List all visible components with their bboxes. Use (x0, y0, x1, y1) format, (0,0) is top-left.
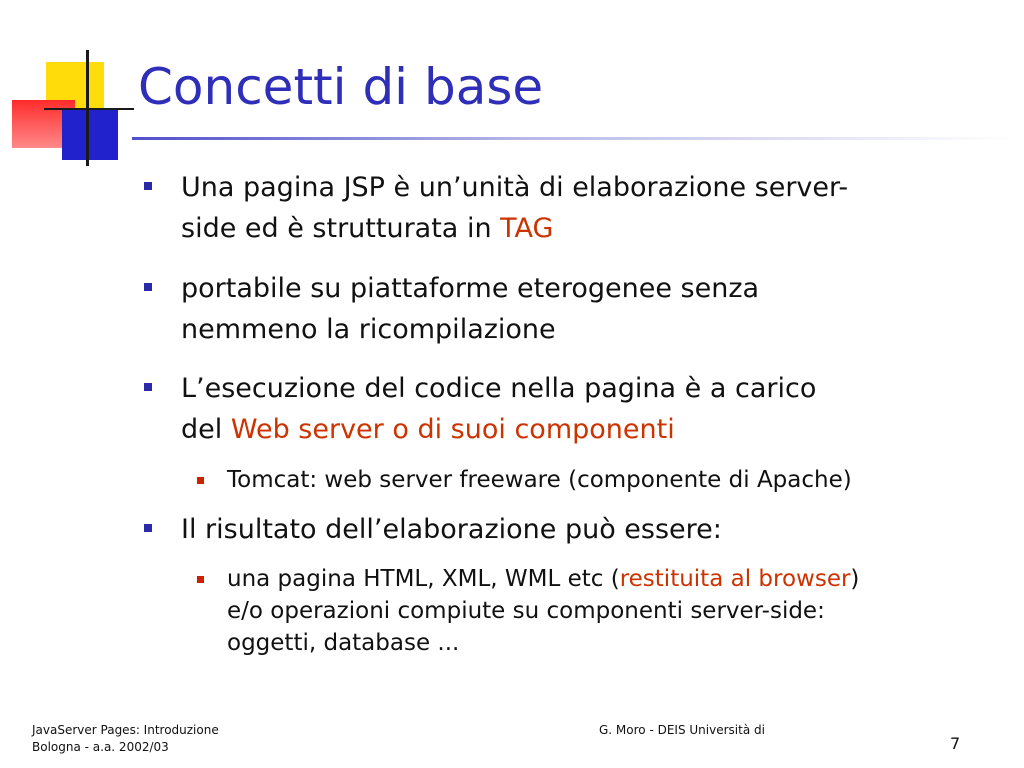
bullet-square-icon (144, 283, 152, 291)
bullet-text: del (181, 414, 231, 445)
sub-bullet-text-line: oggetti, database ... (227, 630, 460, 656)
bullet-square-icon (144, 524, 152, 532)
footer-text-line: JavaServer Pages: Introduzione (32, 723, 219, 737)
bullet-text-line: nemmeno la ricompilazione (181, 314, 556, 345)
bullet-text-line: Il risultato dell’elaborazione può essere: (181, 514, 722, 545)
bullet-square-icon (144, 383, 152, 391)
highlight-text: restituita al browser (619, 566, 851, 592)
sub-bullet-item (227, 563, 1002, 659)
sub-bullet-text: una pagina HTML, XML, WML etc ( (227, 566, 620, 592)
highlight-text: TAG (500, 213, 554, 244)
sub-bullet-square-icon (197, 576, 204, 583)
slide-title: Concetti di base (138, 58, 544, 116)
bullet-item (181, 368, 1001, 450)
bullet-text: side ed è strutturata in (181, 213, 501, 244)
sub-bullet-text-line: e/o operazioni compiute su componenti server-side: (227, 598, 825, 624)
footer-course-info (32, 722, 262, 756)
bullet-text-line: portabile su piattaforme eterogenee senza (181, 273, 760, 304)
highlight-text: Web server o di suoi componenti (230, 414, 675, 445)
bullet-text-line: L’esecuzione del codice nella pagina è a carico (181, 373, 817, 404)
sub-bullet-text-line (227, 563, 1002, 595)
bullet-text-line: Una pagina JSP è un’unità di elaborazione server- (181, 172, 849, 203)
sub-bullet-text: ) (850, 566, 860, 592)
footer-text-line: Bologna - a.a. 2002/03 (32, 740, 169, 754)
footer-author: G. Moro - DEIS Università di (599, 723, 765, 737)
sub-bullet-item (227, 464, 1002, 496)
bullet-text-line (181, 208, 1001, 249)
sub-bullet-square-icon (197, 477, 204, 484)
bullet-square-icon (144, 182, 152, 190)
bullet-item (181, 167, 1001, 249)
bullet-text-line (181, 409, 1001, 450)
bullet-item (181, 268, 1001, 350)
sub-bullet-text-line: Tomcat: web server freeware (componente di Apache) (227, 467, 852, 493)
page-number: 7 (950, 734, 961, 753)
bullet-item (181, 509, 1001, 550)
